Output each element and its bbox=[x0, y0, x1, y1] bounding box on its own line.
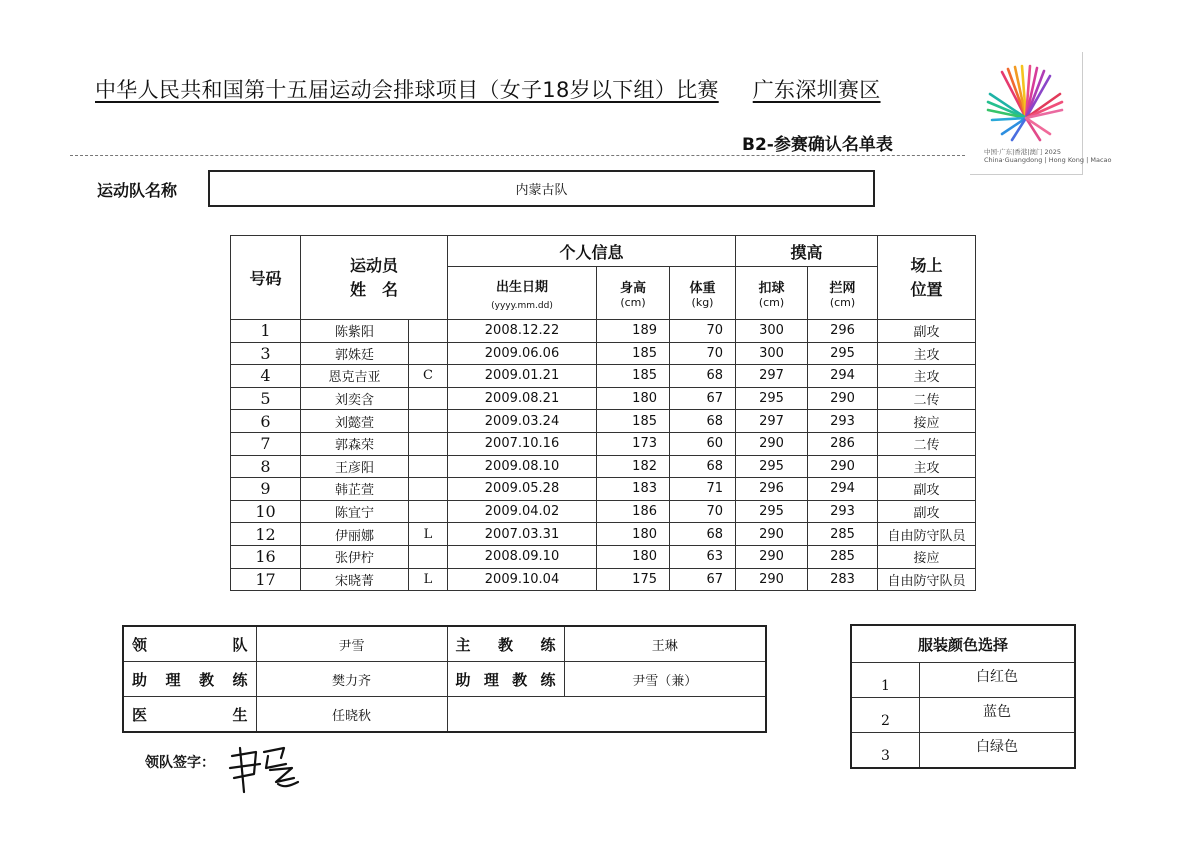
player-height: 186 bbox=[597, 500, 670, 523]
player-number: 17 bbox=[231, 568, 301, 591]
player-weight: 67 bbox=[670, 568, 736, 591]
player-role bbox=[409, 545, 448, 568]
header-dob-format: (yyyy.mm.dd) bbox=[491, 300, 553, 311]
logo-caption-en: China·Guangdong | Hong Kong | Macao bbox=[984, 156, 1112, 164]
player-weight: 70 bbox=[670, 320, 736, 343]
player-block-reach: 294 bbox=[808, 365, 878, 388]
player-role bbox=[409, 387, 448, 410]
player-spike-reach: 290 bbox=[736, 523, 808, 546]
player-height: 180 bbox=[597, 545, 670, 568]
player-name: 陈紫阳 bbox=[301, 320, 409, 343]
player-weight: 68 bbox=[670, 365, 736, 388]
player-block-reach: 294 bbox=[808, 478, 878, 501]
player-number: 10 bbox=[231, 500, 301, 523]
header-weight-label: 体重 bbox=[689, 281, 716, 296]
kit-option-number: 1 bbox=[851, 663, 920, 698]
header-dob bbox=[448, 267, 597, 320]
header-block-label: 拦网 bbox=[829, 281, 856, 296]
player-block-reach: 283 bbox=[808, 568, 878, 591]
header-dob-label: 出生日期 bbox=[495, 279, 548, 295]
kit-option-number: 2 bbox=[851, 698, 920, 733]
player-block-reach: 293 bbox=[808, 500, 878, 523]
roster-table bbox=[230, 235, 976, 591]
leader-value: 尹雪 bbox=[256, 626, 447, 662]
head-coach-label bbox=[447, 626, 564, 662]
header-divider bbox=[70, 155, 965, 156]
player-weight: 67 bbox=[670, 387, 736, 410]
player-name: 刘奕含 bbox=[301, 387, 409, 410]
player-spike-reach: 297 bbox=[736, 410, 808, 433]
player-height: 183 bbox=[597, 478, 670, 501]
assistant-coach-2-value: 尹雪（兼） bbox=[564, 662, 766, 697]
player-dob: 2009.08.21 bbox=[448, 387, 597, 410]
player-block-reach: 295 bbox=[808, 342, 878, 365]
player-position: 主攻 bbox=[878, 455, 976, 478]
player-weight: 71 bbox=[670, 478, 736, 501]
player-height: 180 bbox=[597, 387, 670, 410]
player-height: 182 bbox=[597, 455, 670, 478]
head-coach-value: 王琳 bbox=[564, 626, 766, 662]
table-row bbox=[231, 478, 976, 501]
header-position bbox=[878, 236, 976, 320]
player-spike-reach: 290 bbox=[736, 545, 808, 568]
player-name: 伊丽娜 bbox=[301, 523, 409, 546]
assistant-coach-label bbox=[123, 662, 256, 697]
roster-body bbox=[231, 320, 976, 591]
games-logo bbox=[970, 52, 1112, 175]
player-dob: 2009.05.28 bbox=[448, 478, 597, 501]
player-dob: 2009.01.21 bbox=[448, 365, 597, 388]
team-name-label: 运动队名称 bbox=[97, 181, 178, 200]
doctor-value: 任晓秋 bbox=[256, 697, 447, 733]
signature-label: 领队签字： bbox=[145, 755, 215, 771]
player-block-reach: 290 bbox=[808, 387, 878, 410]
player-dob: 2008.09.10 bbox=[448, 545, 597, 568]
head-coach-label-text: 主 教 练 bbox=[455, 635, 556, 654]
team-name-value: 内蒙古队 bbox=[515, 183, 568, 198]
player-block-reach: 285 bbox=[808, 523, 878, 546]
player-number: 9 bbox=[231, 478, 301, 501]
player-dob: 2007.03.31 bbox=[448, 523, 597, 546]
player-weight: 68 bbox=[670, 455, 736, 478]
player-position: 主攻 bbox=[878, 365, 976, 388]
form-subtitle: B2-参赛确认名单表 bbox=[742, 135, 893, 155]
player-position: 副攻 bbox=[878, 320, 976, 343]
player-weight: 68 bbox=[670, 410, 736, 433]
player-position: 副攻 bbox=[878, 478, 976, 501]
header-weight bbox=[670, 267, 736, 320]
player-weight: 70 bbox=[670, 342, 736, 365]
player-role bbox=[409, 500, 448, 523]
player-spike-reach: 295 bbox=[736, 387, 808, 410]
player-name: 王彦阳 bbox=[301, 455, 409, 478]
player-role: L bbox=[409, 523, 448, 546]
player-height: 175 bbox=[597, 568, 670, 591]
empty-cell bbox=[447, 697, 766, 733]
player-block-reach: 286 bbox=[808, 432, 878, 455]
kit-option-row bbox=[851, 698, 1075, 733]
kit-option-color: 白绿色 bbox=[920, 733, 1076, 769]
player-role bbox=[409, 320, 448, 343]
header-weight-unit: (kg) bbox=[691, 296, 714, 309]
player-height: 189 bbox=[597, 320, 670, 343]
player-name: 韩芷萱 bbox=[301, 478, 409, 501]
player-spike-reach: 300 bbox=[736, 342, 808, 365]
player-block-reach: 293 bbox=[808, 410, 878, 433]
player-height: 185 bbox=[597, 365, 670, 388]
header-position-line2: 位置 bbox=[910, 279, 943, 299]
header-spike bbox=[736, 267, 808, 320]
player-height: 180 bbox=[597, 523, 670, 546]
player-number: 16 bbox=[231, 545, 301, 568]
player-height: 173 bbox=[597, 432, 670, 455]
player-role bbox=[409, 478, 448, 501]
header-height-label: 身高 bbox=[619, 281, 646, 296]
player-position: 二传 bbox=[878, 432, 976, 455]
player-role bbox=[409, 342, 448, 365]
logo-caption-cn: 中国·广东|香港|澳门 2025 bbox=[984, 148, 1062, 156]
player-position: 自由防守队员 bbox=[878, 523, 976, 546]
player-position: 接应 bbox=[878, 545, 976, 568]
header-block bbox=[808, 267, 878, 320]
team-name-field bbox=[208, 170, 875, 207]
header-height bbox=[597, 267, 670, 320]
header-athlete-line1: 运动员 bbox=[349, 255, 398, 275]
player-number: 12 bbox=[231, 523, 301, 546]
player-position: 副攻 bbox=[878, 500, 976, 523]
table-row bbox=[231, 342, 976, 365]
doctor-label bbox=[123, 697, 256, 733]
player-number: 8 bbox=[231, 455, 301, 478]
assistant-coach-2-label bbox=[447, 662, 564, 697]
player-dob: 2009.03.24 bbox=[448, 410, 597, 433]
player-role bbox=[409, 432, 448, 455]
player-position: 自由防守队员 bbox=[878, 568, 976, 591]
player-position: 主攻 bbox=[878, 342, 976, 365]
header-block-unit: (cm) bbox=[829, 296, 856, 309]
table-row bbox=[231, 568, 976, 591]
header-number: 号码 bbox=[231, 236, 301, 320]
player-role bbox=[409, 455, 448, 478]
player-number: 3 bbox=[231, 342, 301, 365]
competition-title: 中华人民共和国第十五届运动会排球项目（女子18岁以下组）比赛 bbox=[95, 78, 719, 102]
player-spike-reach: 295 bbox=[736, 455, 808, 478]
player-block-reach: 290 bbox=[808, 455, 878, 478]
header-spike-label: 扣球 bbox=[758, 281, 785, 296]
kit-color-table bbox=[850, 624, 1076, 769]
header-athlete-line2: 姓 名 bbox=[349, 279, 398, 299]
player-dob: 2009.04.02 bbox=[448, 500, 597, 523]
player-number: 1 bbox=[231, 320, 301, 343]
header-reach: 摸高 bbox=[736, 236, 878, 267]
header-spike-unit: (cm) bbox=[758, 296, 785, 309]
player-block-reach: 285 bbox=[808, 545, 878, 568]
kit-option-color: 蓝色 bbox=[920, 698, 1076, 733]
player-height: 185 bbox=[597, 410, 670, 433]
player-role: C bbox=[409, 365, 448, 388]
competition-region: 广东深圳赛区 bbox=[752, 78, 881, 102]
player-spike-reach: 297 bbox=[736, 365, 808, 388]
kit-option-color: 白红色 bbox=[920, 663, 1076, 698]
player-name: 宋晓菁 bbox=[301, 568, 409, 591]
leader-label bbox=[123, 626, 256, 662]
table-row bbox=[231, 365, 976, 388]
player-name: 张伊柠 bbox=[301, 545, 409, 568]
player-position: 二传 bbox=[878, 387, 976, 410]
player-dob: 2009.10.04 bbox=[448, 568, 597, 591]
table-row bbox=[231, 432, 976, 455]
header-athlete bbox=[301, 236, 448, 320]
staff-table bbox=[122, 625, 767, 733]
player-number: 5 bbox=[231, 387, 301, 410]
player-spike-reach: 290 bbox=[736, 432, 808, 455]
header-height-unit: (cm) bbox=[620, 296, 646, 309]
player-weight: 60 bbox=[670, 432, 736, 455]
assistant-coach-2-label-text: 助 理 教 练 bbox=[455, 670, 556, 689]
leader-signature bbox=[226, 738, 306, 798]
table-row bbox=[231, 523, 976, 546]
player-dob: 2007.10.16 bbox=[448, 432, 597, 455]
player-number: 7 bbox=[231, 432, 301, 455]
table-row bbox=[231, 387, 976, 410]
player-spike-reach: 290 bbox=[736, 568, 808, 591]
table-row bbox=[231, 500, 976, 523]
kit-option-row bbox=[851, 733, 1075, 769]
kit-color-body bbox=[851, 663, 1075, 769]
player-weight: 70 bbox=[670, 500, 736, 523]
table-row bbox=[231, 410, 976, 433]
player-name: 陈宜宁 bbox=[301, 500, 409, 523]
assistant-coach-label-text: 助 理 教 练 bbox=[132, 670, 248, 689]
header-personal-info: 个人信息 bbox=[448, 236, 736, 267]
doctor-label-text: 医 生 bbox=[132, 705, 248, 724]
player-weight: 63 bbox=[670, 545, 736, 568]
player-role: L bbox=[409, 568, 448, 591]
table-row bbox=[231, 545, 976, 568]
player-spike-reach: 296 bbox=[736, 478, 808, 501]
kit-option-number: 3 bbox=[851, 733, 920, 769]
kit-color-title: 服装颜色选择 bbox=[851, 625, 1075, 663]
player-dob: 2009.08.10 bbox=[448, 455, 597, 478]
player-block-reach: 296 bbox=[808, 320, 878, 343]
player-name: 刘懿萱 bbox=[301, 410, 409, 433]
player-spike-reach: 300 bbox=[736, 320, 808, 343]
player-height: 185 bbox=[597, 342, 670, 365]
document-title bbox=[95, 74, 881, 104]
player-number: 4 bbox=[231, 365, 301, 388]
table-row bbox=[231, 455, 976, 478]
player-number: 6 bbox=[231, 410, 301, 433]
player-role bbox=[409, 410, 448, 433]
player-name: 郭森荣 bbox=[301, 432, 409, 455]
header-position-line1: 场上 bbox=[910, 255, 943, 275]
player-position: 接应 bbox=[878, 410, 976, 433]
player-dob: 2009.06.06 bbox=[448, 342, 597, 365]
player-spike-reach: 295 bbox=[736, 500, 808, 523]
player-name: 恩克吉亚 bbox=[301, 365, 409, 388]
player-name: 郭姝廷 bbox=[301, 342, 409, 365]
table-row bbox=[231, 320, 976, 343]
player-dob: 2008.12.22 bbox=[448, 320, 597, 343]
games-emblem-icon bbox=[982, 60, 1070, 148]
leader-label-text: 领 队 bbox=[132, 635, 248, 654]
kit-option-row bbox=[851, 663, 1075, 698]
player-weight: 68 bbox=[670, 523, 736, 546]
assistant-coach-value: 樊力齐 bbox=[256, 662, 447, 697]
